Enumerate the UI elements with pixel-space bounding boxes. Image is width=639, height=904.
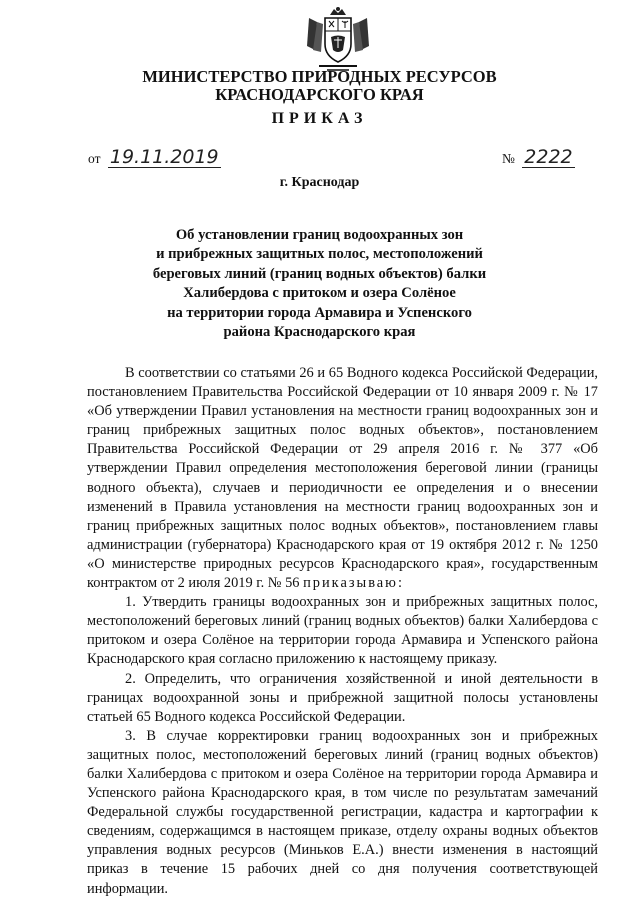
ministry-line-2: КРАСНОДАРСКОГО КРАЯ	[215, 85, 424, 104]
title-line: Халибердова с притоком и озера Солёное	[183, 285, 456, 302]
document-body	[87, 364, 598, 899]
title-line: и прибрежных защитных полос, местоположений	[156, 246, 483, 263]
clause-2: 2. Определить, что ограничения хозяйственной и иной деятельности в границах водоохранной зоны и прибрежной защитной полосы установлены статьей 65 Водного кодекса Российской Федерации.	[87, 670, 598, 725]
title-line: береговых линий (границ водных объектов) балки	[152, 265, 487, 282]
date-prefix: от	[88, 151, 101, 166]
date-handwritten: 19.11.2019	[109, 146, 219, 168]
clause-3: 3. В случае корректировки границ водоохранных зон и прибрежных защитных полос, местоположений береговых линий (границ водных объектов) балки Халибердова с притоком и озера Солёное на территории города Армавира и Успенского района Краснодарского края, в том числе по результатам замечаний Федеральной службы государственной регистрации, кадастра и картографии к сведениям, содержащимся в настоящем приказе, отделу охраны водных объектов управления водных ресурсов (Миньков Е.А.) внести изменения в настоящий приказ в течение 15 рабочих дней со дня получения соответствующей информации.	[87, 727, 598, 897]
preamble-colon: :	[397, 575, 402, 592]
ministry-name	[0, 68, 639, 104]
order-number	[502, 147, 575, 168]
title-line: на территории города Армавира и Успенского	[167, 304, 472, 321]
order-keyword: приказываю	[303, 575, 398, 592]
coat-of-arms-icon	[303, 6, 373, 72]
title-line: Об установлении границ водоохранных зон	[175, 227, 464, 243]
number-prefix: №	[502, 151, 515, 166]
clause-1: 1. Утвердить границы водоохранных зон и прибрежных защитных полос, местоположений береговых линий (границ водных объектов) балки Халибердова с притоком и озера Солёное на территории города Армавира и Успенского района Краснодарского края согласно приложению к настоящему приказу.	[87, 594, 598, 668]
ministry-line-1: МИНИСТЕРСТВО ПРИРОДНЫХ РЕСУРСОВ	[142, 67, 497, 86]
number-handwritten: 2222	[524, 146, 573, 168]
preamble-paragraph	[87, 364, 598, 593]
document-title	[0, 226, 639, 342]
city-line: г. Краснодар	[279, 175, 360, 190]
title-line: района Краснодарского края	[223, 324, 416, 341]
order-date	[88, 147, 221, 168]
preamble-text: В соответствии со статьями 26 и 65 Водного кодекса Российской Федерации, постановлением Правительства Российской Федерации от 10 января 2009 г. № 17 «Об утверждении Правил установления на местности границ водоохранных зон и границ прибрежных защитных полос водных объектов», постановлением Правительства Российской Федерации от 29 апреля 2016 г. № 377 «Об утверждении Правил определения местоположения береговой линии (границы водного объекта), случаев и периодичности ее определения и о внесении изменений в Правила установления на местности границ водоохранных зон и границ прибрежных защитных полос водных объектов», постановлением главы администрации (губернатора) Краснодарского края от 19 октября 2012 г. № 1250 «О министерстве природных ресурсов Краснодарского края», государственным контрактом от 2 июля 2019 г. № 56	[87, 365, 598, 592]
document-type: ПРИКАЗ	[271, 110, 368, 127]
